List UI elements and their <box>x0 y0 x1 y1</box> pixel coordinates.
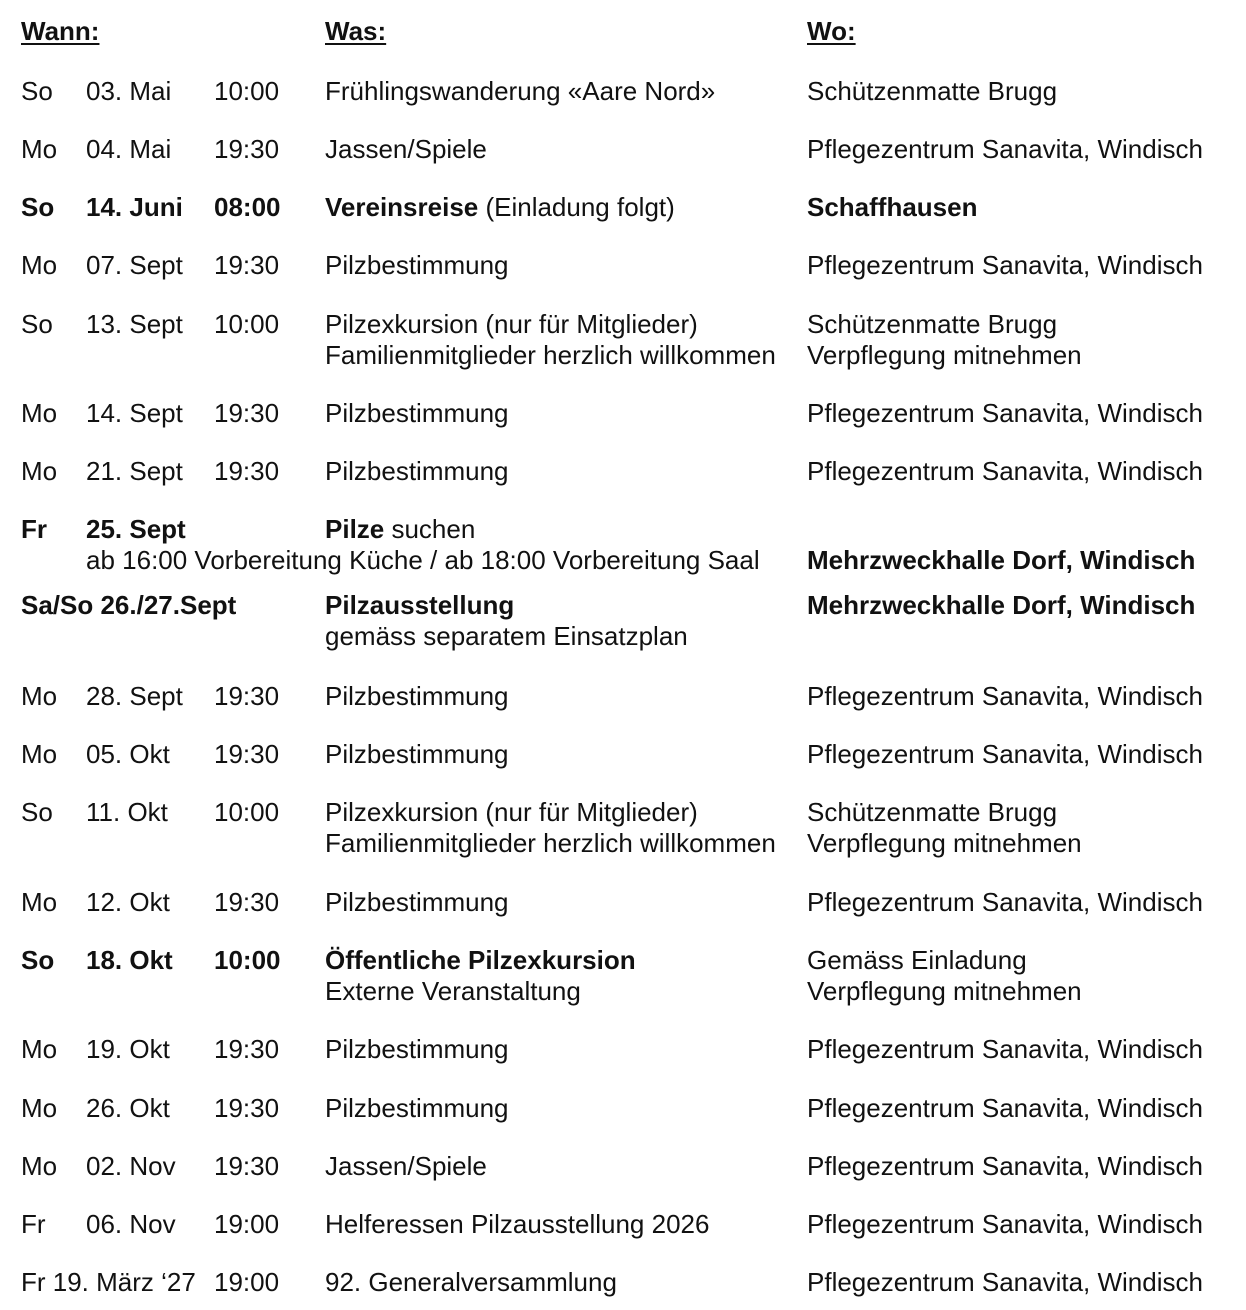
event-where: Pflegezentrum Sanavita, Windisch <box>807 398 1203 428</box>
event-daydate: Sa/So 26./27.Sept <box>21 590 237 620</box>
event-date: 14. Sept <box>86 398 183 428</box>
event-what: Jassen/Spiele <box>325 134 487 164</box>
event-date: 06. Nov <box>86 1209 176 1239</box>
event-what: Pilzausstellung <box>325 590 515 620</box>
event-what-note: Familienmitglieder herzlich willkommen <box>325 340 776 370</box>
event-what <box>325 514 475 545</box>
event-where: Gemäss Einladung <box>807 945 1027 975</box>
event-date: 18. Okt <box>86 945 173 975</box>
event-where: Schützenmatte Brugg <box>807 309 1058 339</box>
event-time: 10:00 <box>214 797 280 827</box>
event-time: 10:00 <box>214 945 281 975</box>
event-date: 07. Sept <box>86 250 183 280</box>
event-where: Pflegezentrum Sanavita, Windisch <box>807 1034 1203 1064</box>
event-what: Pilzbestimmung <box>325 1034 509 1064</box>
event-what: Öffentliche Pilzexkursion <box>325 945 636 975</box>
event-where: Pflegezentrum Sanavita, Windisch <box>807 250 1203 280</box>
event-day: Mo <box>21 134 58 164</box>
event-date: 05. Okt <box>86 739 170 769</box>
event-time: 19:30 <box>214 739 280 769</box>
event-day: Mo <box>21 250 58 280</box>
event-where: Schaffhausen <box>807 192 978 222</box>
event-where: Pflegezentrum Sanavita, Windisch <box>807 1267 1203 1297</box>
event-day: So <box>21 76 53 106</box>
event-time: 19:30 <box>214 134 280 164</box>
event-date: 04. Mai <box>86 134 172 164</box>
event-what-note: gemäss separatem Einsatzplan <box>325 621 688 651</box>
event-what: Pilzexkursion (nur für Mitglieder) <box>325 797 698 827</box>
event-where: Pflegezentrum Sanavita, Windisch <box>807 739 1203 769</box>
event-what-bold: Pilze <box>325 514 385 544</box>
event-where: Pflegezentrum Sanavita, Windisch <box>807 681 1203 711</box>
event-where: Pflegezentrum Sanavita, Windisch <box>807 1093 1203 1123</box>
event-day: Fr <box>21 1209 46 1239</box>
event-day: Mo <box>21 1034 58 1064</box>
event-what: Pilzbestimmung <box>325 1093 509 1123</box>
event-what: Pilzbestimmung <box>325 739 509 769</box>
event-where: Pflegezentrum Sanavita, Windisch <box>807 456 1203 486</box>
event-day: So <box>21 945 55 975</box>
event-date: 13. Sept <box>86 309 183 339</box>
event-what-note: Familienmitglieder herzlich willkommen <box>325 828 776 858</box>
event-day: Mo <box>21 887 58 917</box>
event-day: So <box>21 797 53 827</box>
event-where: Pflegezentrum Sanavita, Windisch <box>807 1151 1203 1181</box>
event-day: Fr <box>21 514 47 544</box>
event-date: 19. Okt <box>86 1034 170 1064</box>
event-time: 08:00 <box>214 192 281 222</box>
event-what: 92. Generalversammlung <box>325 1267 617 1297</box>
event-date: 03. Mai <box>86 76 172 106</box>
event-what-note: Externe Veranstaltung <box>325 976 581 1006</box>
header-was: Was: <box>325 16 387 46</box>
event-time: 19:30 <box>214 681 280 711</box>
event-date: 14. Juni <box>86 192 183 222</box>
event-where: Schützenmatte Brugg <box>807 76 1058 106</box>
event-what: Pilzbestimmung <box>325 681 509 711</box>
event-where: Mehrzweckhalle Dorf, Windisch <box>807 590 1196 620</box>
event-what: Pilzbestimmung <box>325 887 509 917</box>
event-what: Helferessen Pilzausstellung 2026 <box>325 1209 710 1239</box>
event-date: 21. Sept <box>86 456 183 486</box>
event-time: 19:00 <box>214 1267 280 1297</box>
event-what: Pilzbestimmung <box>325 456 509 486</box>
event-day: So <box>21 309 53 339</box>
event-schedule-note: ab 16:00 Vorbereitung Küche / ab 18:00 Vorbereitung Saal <box>86 545 760 575</box>
event-what: Pilzbestimmung <box>325 250 509 280</box>
event-where-note: Verpflegung mitnehmen <box>807 976 1082 1006</box>
event-date: 11. Okt <box>86 797 168 827</box>
event-where: Schützenmatte Brugg <box>807 797 1058 827</box>
event-day: Mo <box>21 398 58 428</box>
event-day: So <box>21 192 55 222</box>
event-what: Frühlingswanderung «Aare Nord» <box>325 76 716 106</box>
event-where: Mehrzweckhalle Dorf, Windisch <box>807 545 1196 575</box>
event-time: 19:30 <box>214 887 280 917</box>
event-where-note: Verpflegung mitnehmen <box>807 340 1082 370</box>
event-what-bold: Vereinsreise <box>325 192 479 222</box>
event-time: 19:30 <box>214 398 280 428</box>
event-what <box>325 192 675 223</box>
event-time: 10:00 <box>214 309 280 339</box>
event-date: 25. Sept <box>86 514 186 544</box>
event-what: Pilzexkursion (nur für Mitglieder) <box>325 309 698 339</box>
event-where-note: Verpflegung mitnehmen <box>807 828 1082 858</box>
event-what-normal: (Einladung folgt) <box>478 192 675 222</box>
event-where: Pflegezentrum Sanavita, Windisch <box>807 887 1203 917</box>
event-where: Pflegezentrum Sanavita, Windisch <box>807 134 1203 164</box>
event-daydate: Fr 19. März ‘27 <box>21 1267 196 1297</box>
header-wann: Wann: <box>21 16 100 46</box>
event-day: Mo <box>21 681 58 711</box>
event-time: 19:30 <box>214 456 280 486</box>
event-day: Mo <box>21 1151 58 1181</box>
event-day: Mo <box>21 1093 58 1123</box>
event-what-normal: suchen <box>384 514 476 544</box>
event-date: 28. Sept <box>86 681 183 711</box>
event-where: Pflegezentrum Sanavita, Windisch <box>807 1209 1203 1239</box>
event-day: Mo <box>21 739 58 769</box>
event-time: 19:00 <box>214 1209 280 1239</box>
event-date: 02. Nov <box>86 1151 176 1181</box>
event-day: Mo <box>21 456 58 486</box>
table-header <box>0 16 1246 50</box>
event-what: Pilzbestimmung <box>325 398 509 428</box>
event-time: 19:30 <box>214 1034 280 1064</box>
event-date: 12. Okt <box>86 887 170 917</box>
event-time: 10:00 <box>214 76 280 106</box>
event-time: 19:30 <box>214 1151 280 1181</box>
header-wo: Wo: <box>807 16 856 46</box>
event-date: 26. Okt <box>86 1093 170 1123</box>
event-time: 19:30 <box>214 250 280 280</box>
event-what: Jassen/Spiele <box>325 1151 487 1181</box>
event-time: 19:30 <box>214 1093 280 1123</box>
